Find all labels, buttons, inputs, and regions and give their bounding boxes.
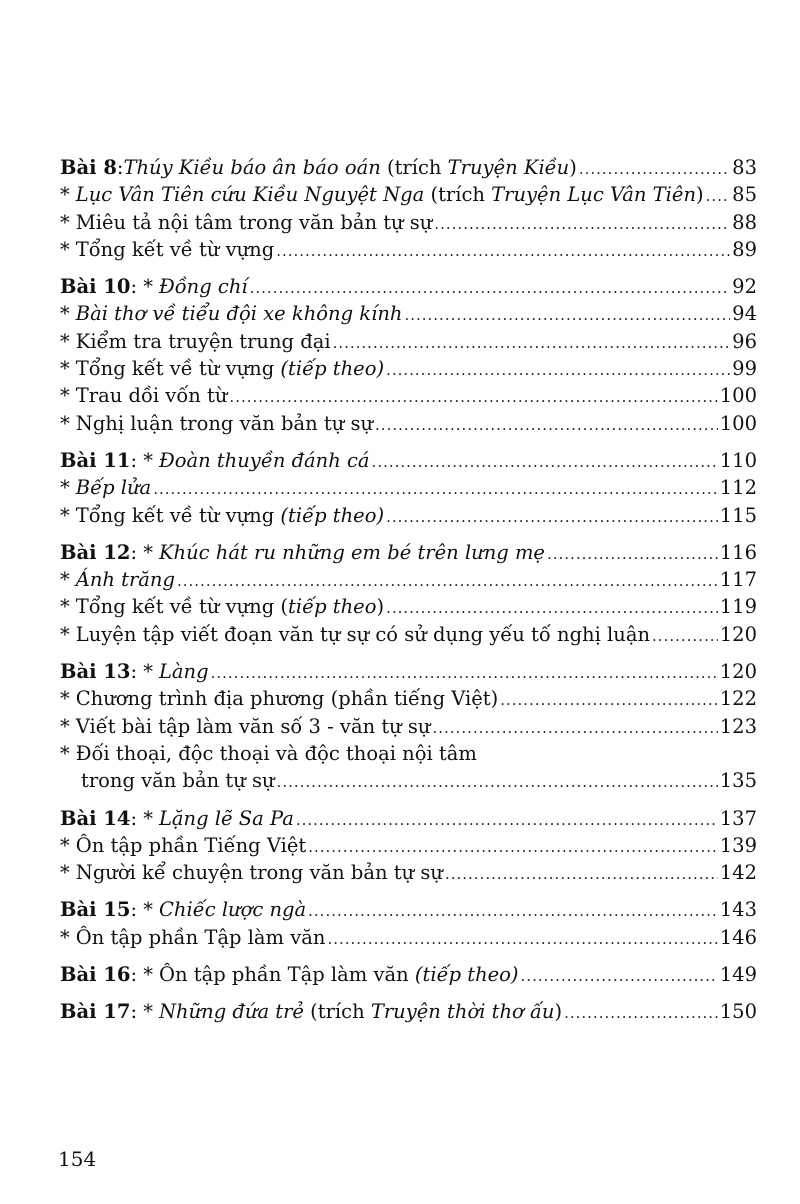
bullet-asterisk: * bbox=[60, 183, 70, 207]
dot-leader bbox=[521, 963, 718, 990]
bullet-asterisk: * bbox=[60, 714, 70, 738]
page-ref: 149 bbox=[719, 963, 757, 987]
bullet-asterisk: * bbox=[60, 622, 70, 646]
bullet-asterisk: * bbox=[60, 329, 70, 353]
page-ref: 88 bbox=[732, 210, 757, 234]
dot-leader bbox=[706, 183, 731, 210]
bullet-asterisk: * bbox=[60, 861, 70, 885]
bullet-asterisk: * bbox=[60, 503, 70, 527]
toc-entry bbox=[60, 924, 757, 951]
dot-leader bbox=[500, 687, 718, 714]
toc-entry bbox=[60, 181, 757, 208]
page-ref: 120 bbox=[719, 622, 757, 646]
page-ref: 92 bbox=[732, 275, 757, 299]
dot-leader bbox=[153, 476, 718, 503]
toc-section bbox=[60, 998, 757, 1025]
lesson-label: Bài 10 bbox=[60, 275, 131, 299]
page-ref: 123 bbox=[719, 714, 757, 738]
bullet-asterisk: * bbox=[143, 898, 153, 922]
entry-title-part: Truyện Kiều bbox=[447, 156, 570, 179]
bullet-asterisk: * bbox=[143, 1000, 153, 1024]
toc-section bbox=[60, 273, 757, 437]
entry-title-part: Nghị luận trong văn bản tự sự bbox=[75, 411, 374, 435]
entry-title-part: (tiếp theo) bbox=[280, 503, 385, 527]
bullet-asterisk: * bbox=[60, 741, 70, 765]
dot-leader bbox=[372, 449, 718, 476]
bullet-asterisk: * bbox=[60, 687, 70, 711]
toc-entry bbox=[60, 961, 757, 988]
dot-leader bbox=[579, 156, 730, 183]
entry-title-part: ) bbox=[554, 1000, 563, 1024]
dot-leader bbox=[386, 504, 718, 531]
entry-title-part: ) bbox=[569, 156, 577, 179]
bullet-asterisk: * bbox=[60, 595, 70, 619]
dot-leader bbox=[211, 660, 718, 687]
entry-title-part: (trích bbox=[424, 183, 492, 207]
toc-section bbox=[60, 154, 757, 263]
lesson-separator: : bbox=[130, 660, 144, 684]
lesson-label: Bài 16 bbox=[60, 963, 131, 987]
toc-entry bbox=[60, 805, 757, 832]
toc-entry bbox=[60, 896, 757, 923]
bullet-asterisk: * bbox=[60, 237, 70, 261]
page-ref: 112 bbox=[719, 476, 757, 500]
lesson-label: Bài 17 bbox=[60, 1000, 131, 1024]
entry-title-part: Khúc hát ru những em bé trên lưng mẹ bbox=[158, 540, 545, 564]
entry-title-part: Chương trình địa phương (phần tiếng Việt) bbox=[75, 687, 499, 711]
bullet-asterisk: * bbox=[60, 210, 70, 234]
page-ref: 110 bbox=[719, 448, 757, 472]
toc-section bbox=[60, 658, 757, 794]
toc-entry bbox=[60, 502, 757, 529]
dot-leader bbox=[386, 595, 718, 622]
entry-title-part: Truyện thời thơ ấu bbox=[370, 1000, 555, 1024]
toc-entry bbox=[60, 236, 757, 263]
bullet-asterisk: * bbox=[143, 448, 153, 472]
toc-entry bbox=[60, 832, 757, 859]
entry-title-part: Làng bbox=[158, 660, 209, 684]
toc-section bbox=[60, 447, 757, 529]
toc-entry bbox=[60, 998, 757, 1025]
toc-entry bbox=[60, 539, 757, 566]
toc-entry bbox=[60, 713, 757, 740]
toc-entry bbox=[60, 273, 757, 300]
dot-leader bbox=[296, 807, 718, 834]
entry-title-part: Bếp lửa bbox=[75, 476, 152, 500]
entry-title-part: Chiếc lược ngà bbox=[158, 898, 307, 922]
entry-title-part: Tổng kết về từ vựng bbox=[75, 357, 281, 381]
lesson-label: Bài 11 bbox=[60, 448, 131, 472]
bullet-asterisk: * bbox=[143, 540, 153, 564]
page-ref: 135 bbox=[719, 769, 757, 793]
entry-title-part: Đoàn thuyền đánh cá bbox=[158, 448, 370, 472]
page-ref: 115 bbox=[719, 503, 757, 527]
entry-title-part: Những đứa trẻ bbox=[158, 1000, 304, 1024]
toc-entry bbox=[60, 658, 757, 685]
page-ref: 119 bbox=[719, 595, 757, 619]
bullet-asterisk: * bbox=[60, 411, 70, 435]
dot-leader bbox=[445, 861, 718, 888]
page-ref: 100 bbox=[719, 384, 757, 408]
entry-title-part: Trau dồi vốn từ bbox=[75, 384, 228, 408]
entry-title-part: Kiểm tra truyện trung đại bbox=[75, 329, 331, 353]
page-ref: 99 bbox=[732, 357, 757, 381]
dot-leader bbox=[250, 275, 731, 302]
bullet-asterisk: * bbox=[60, 833, 70, 857]
page-ref: 150 bbox=[719, 1000, 757, 1024]
lesson-label: Bài 13 bbox=[60, 660, 131, 684]
dot-leader bbox=[547, 541, 718, 568]
toc-section bbox=[60, 539, 757, 648]
entry-title-part: Ánh trăng bbox=[75, 568, 175, 592]
bullet-asterisk: * bbox=[60, 568, 70, 592]
entry-title-part: Tổng kết về từ vựng ( bbox=[75, 595, 289, 619]
lesson-separator: : bbox=[130, 898, 144, 922]
entry-title-part: tiếp theo bbox=[288, 595, 377, 619]
entry-title-part: (tiếp theo) bbox=[280, 357, 385, 381]
entry-title-part: ) bbox=[696, 183, 704, 207]
bullet-asterisk: * bbox=[143, 275, 153, 299]
dot-leader bbox=[432, 715, 717, 742]
table-of-contents bbox=[60, 154, 757, 1036]
page-ref: 137 bbox=[719, 806, 757, 830]
lesson-separator: : bbox=[130, 963, 144, 987]
page-ref: 139 bbox=[719, 833, 757, 857]
entry-title-part: Đồng chí bbox=[158, 275, 248, 299]
entry-title-part: Lục Vân Tiên cứu Kiều Nguyệt Nga bbox=[75, 183, 425, 207]
dot-leader bbox=[404, 302, 730, 329]
bullet-asterisk: * bbox=[143, 660, 153, 684]
page-ref: 116 bbox=[719, 540, 757, 564]
toc-entry bbox=[60, 410, 757, 437]
dot-leader bbox=[375, 412, 718, 439]
entry-title-part: Thúy Kiều báo ân báo oán bbox=[123, 156, 381, 179]
toc-entry bbox=[60, 740, 757, 767]
toc-entry bbox=[60, 685, 757, 712]
page-ref: 117 bbox=[719, 568, 757, 592]
bullet-asterisk: * bbox=[60, 302, 70, 326]
lesson-label: Bài 14 bbox=[60, 806, 131, 830]
entry-title-part: Lặng lẽ Sa Pa bbox=[158, 806, 294, 830]
bullet-asterisk: * bbox=[143, 806, 153, 830]
lesson-separator: : bbox=[130, 806, 144, 830]
lesson-separator: : bbox=[130, 540, 144, 564]
entry-title-part: (trích bbox=[303, 1000, 371, 1024]
toc-entry bbox=[60, 474, 757, 501]
toc-entry bbox=[60, 382, 757, 409]
toc-entry bbox=[60, 593, 757, 620]
toc-entry bbox=[60, 154, 757, 181]
entry-title-part: Ôn tập phần Tiếng Việt bbox=[75, 833, 307, 857]
dot-leader bbox=[386, 357, 730, 384]
dot-leader bbox=[277, 769, 718, 796]
entry-title-part: Bài thơ về tiểu đội xe không kính bbox=[75, 302, 403, 326]
entry-title-part: (trích bbox=[380, 156, 448, 179]
page-ref: 96 bbox=[732, 329, 757, 353]
entry-title-continuation: trong văn bản tự sự bbox=[81, 769, 275, 793]
page-ref: 143 bbox=[719, 898, 757, 922]
bullet-asterisk: * bbox=[143, 963, 153, 987]
lesson-label: Bài 12 bbox=[60, 540, 131, 564]
lesson-label: Bài 8 bbox=[60, 156, 117, 179]
entry-title-part: Ôn tập phần Tập làm văn bbox=[75, 925, 326, 949]
page-ref: 89 bbox=[732, 237, 757, 261]
toc-entry bbox=[60, 621, 757, 648]
entry-title-part: Ôn tập phần Tập làm văn bbox=[158, 963, 415, 987]
dot-leader bbox=[308, 898, 718, 925]
entry-title-part: Miêu tả nội tâm trong văn bản tự sự bbox=[75, 210, 433, 234]
toc-entry bbox=[60, 355, 757, 382]
dot-leader bbox=[276, 238, 730, 265]
dot-leader bbox=[333, 330, 731, 357]
dot-leader bbox=[308, 834, 718, 861]
bullet-asterisk: * bbox=[60, 925, 70, 949]
entry-title-part: Truyện Lục Vân Tiên bbox=[491, 183, 697, 207]
lesson-separator: : bbox=[130, 448, 144, 472]
page-ref: 146 bbox=[719, 925, 757, 949]
page-ref: 94 bbox=[732, 302, 757, 326]
page-ref: 142 bbox=[719, 861, 757, 885]
lesson-separator: : bbox=[130, 1000, 144, 1024]
toc-entry bbox=[60, 328, 757, 355]
entry-title-part: Tổng kết về từ vựng bbox=[75, 503, 281, 527]
page-ref: 122 bbox=[719, 687, 757, 711]
toc-entry bbox=[60, 566, 757, 593]
page-ref: 83 bbox=[732, 156, 757, 179]
toc-entry-continuation bbox=[60, 767, 757, 794]
entry-title-part: Tổng kết về từ vựng bbox=[75, 237, 275, 261]
dot-leader bbox=[229, 384, 717, 411]
bullet-asterisk: * bbox=[60, 476, 70, 500]
bullet-asterisk: * bbox=[60, 384, 70, 408]
lesson-label: Bài 15 bbox=[60, 898, 131, 922]
toc-entry bbox=[60, 447, 757, 474]
lesson-separator: : bbox=[130, 275, 144, 299]
toc-section bbox=[60, 896, 757, 951]
lesson-separator: : bbox=[116, 156, 124, 179]
toc-section bbox=[60, 961, 757, 988]
bullet-asterisk: * bbox=[60, 357, 70, 381]
dot-leader bbox=[177, 568, 718, 595]
page-number: 154 bbox=[58, 1147, 97, 1171]
entry-title-part: Đối thoại, độc thoại và độc thoại nội tâm bbox=[75, 741, 477, 765]
toc-entry bbox=[60, 209, 757, 236]
dot-leader bbox=[327, 926, 717, 953]
dot-leader bbox=[564, 1000, 718, 1027]
entry-title-part: Luyện tập viết đoạn văn tự sự có sử dụng yếu tố nghị luận bbox=[75, 622, 651, 646]
page-ref: 85 bbox=[732, 183, 757, 207]
toc-entry bbox=[60, 859, 757, 886]
entry-title-part: Viết bài tập làm văn số 3 - văn tự sự bbox=[75, 714, 431, 738]
entry-title-part: ) bbox=[376, 595, 385, 619]
toc-section bbox=[60, 805, 757, 887]
entry-title-part: Người kể chuyện trong văn bản tự sự bbox=[75, 861, 443, 885]
toc-entry bbox=[60, 300, 757, 327]
dot-leader bbox=[434, 211, 730, 238]
entry-title-part: (tiếp theo) bbox=[414, 963, 519, 987]
page-ref: 120 bbox=[719, 660, 757, 684]
dot-leader bbox=[652, 623, 718, 650]
page-ref: 100 bbox=[719, 411, 757, 435]
